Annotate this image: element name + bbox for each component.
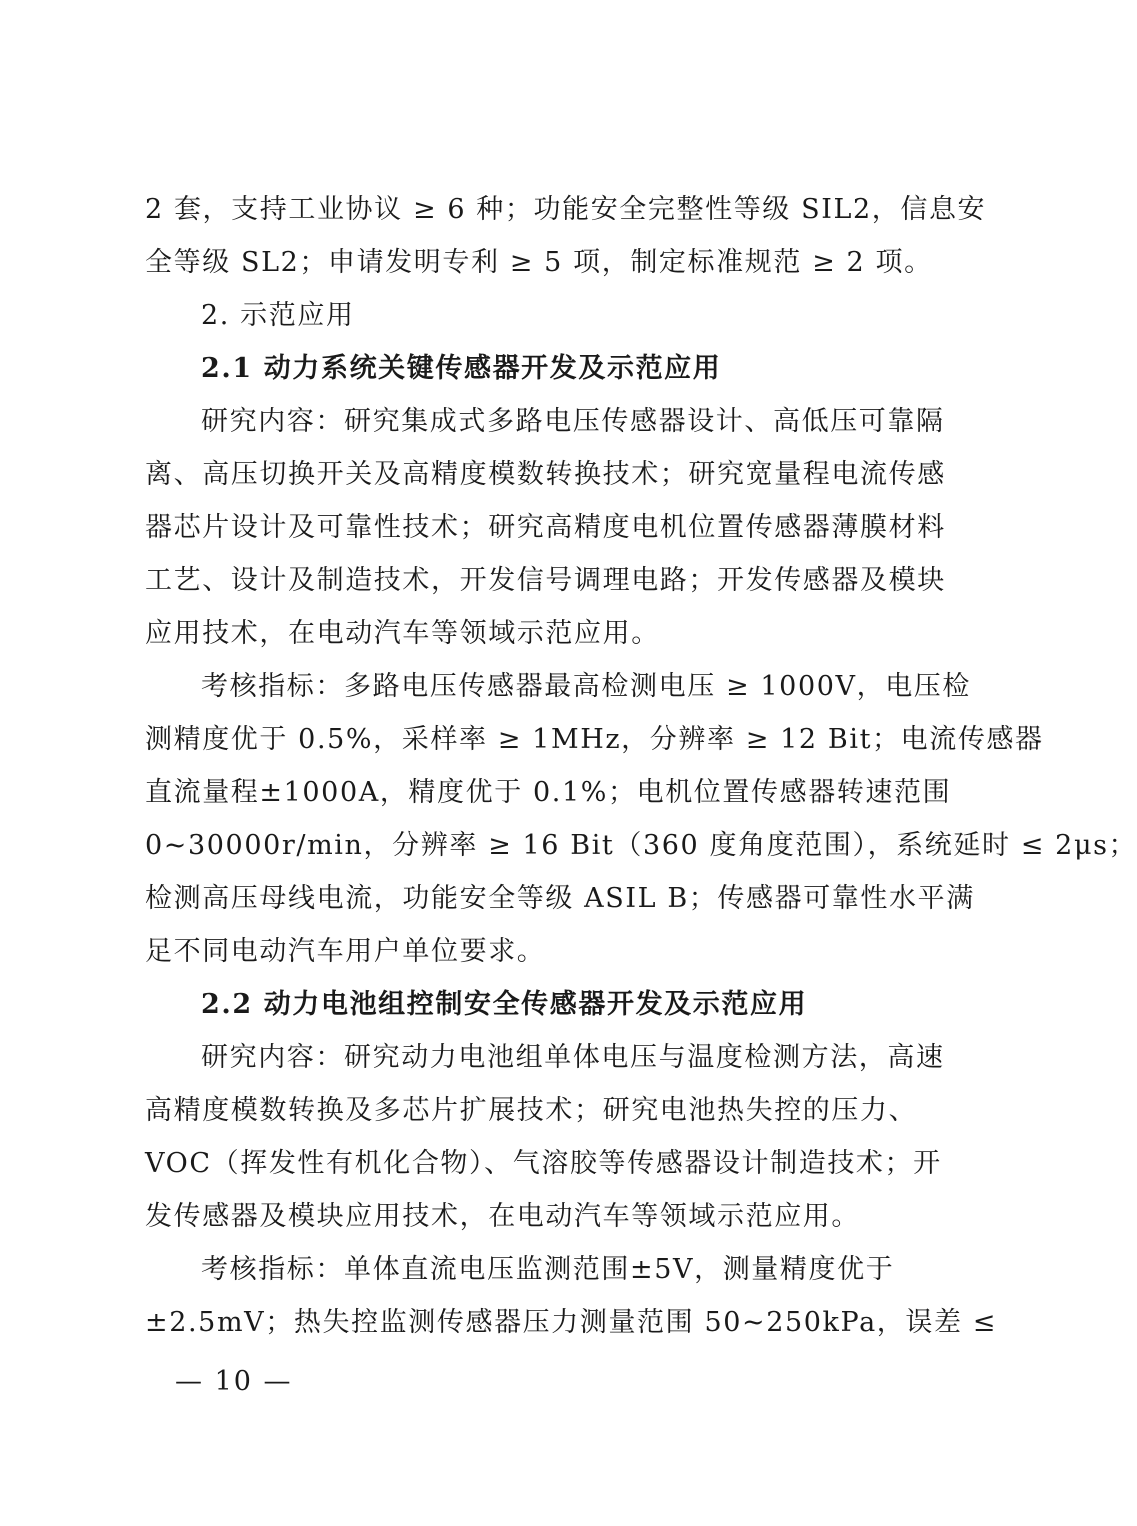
text-line-14: 检测高压母线电流，功能安全等级 ASIL B；传感器可靠性水平满 <box>145 883 975 914</box>
page-number: — 10 — <box>175 1366 293 1397</box>
text-line-15: 足不同电动汽车用户单位要求。 <box>145 936 546 967</box>
section-heading-2: 2. 示范应用 <box>201 300 355 331</box>
text-line-12: 直流量程±1000A，精度优于 0.1%；电机位置传感器转速范围 <box>145 777 952 808</box>
text-line-11: 测精度优于 0.5%，采样率 ≥ 1MHz，分辨率 ≥ 12 Bit；电流传感器 <box>145 724 1044 755</box>
text-line-19: VOC（挥发性有机化合物）、气溶胶等传感器设计制造技术；开 <box>145 1148 942 1179</box>
document-body <box>145 183 1137 1349</box>
text-line-18: 高精度模数转换及多芯片扩展技术；研究电池热失控的压力、 <box>145 1095 918 1126</box>
subsection-heading-2-1: 2.1 动力系统关键传感器开发及示范应用 <box>201 353 722 384</box>
text-line-17: 研究内容：研究动力电池组单体电压与温度检测方法，高速 <box>201 1042 945 1073</box>
text-line-1: 2 套，支持工业协议 ≥ 6 种；功能安全完整性等级 SIL2，信息安 <box>145 194 987 225</box>
text-line-10: 考核指标：多路电压传感器最高检测电压 ≥ 1000V，电压检 <box>201 671 971 702</box>
text-line-20: 发传感器及模块应用技术，在电动汽车等领域示范应用。 <box>145 1201 860 1232</box>
text-line-5: 研究内容：研究集成式多路电压传感器设计、高低压可靠隔 <box>201 406 945 437</box>
subsection-heading-2-2: 2.2 动力电池组控制安全传感器开发及示范应用 <box>201 989 808 1020</box>
text-line-2: 全等级 SL2；申请发明专利 ≥ 5 项，制定标准规范 ≥ 2 项。 <box>145 247 933 278</box>
text-line-21: 考核指标：单体直流电压监测范围±5V，测量精度优于 <box>201 1254 895 1285</box>
text-line-8: 工艺、设计及制造技术，开发信号调理电路；开发传感器及模块 <box>145 565 946 596</box>
text-line-13: 0~30000r/min，分辨率 ≥ 16 Bit（360 度角度范围），系统延时 ≤ 2μs； <box>145 830 1137 861</box>
text-line-7: 器芯片设计及可靠性技术；研究高精度电机位置传感器薄膜材料 <box>145 512 946 543</box>
text-line-6: 离、高压切换开关及高精度模数转换技术；研究宽量程电流传感 <box>145 459 946 490</box>
text-line-9: 应用技术，在电动汽车等领域示范应用。 <box>145 618 660 649</box>
text-line-22: ±2.5mV；热失控监测传感器压力测量范围 50~250kPa，误差 ≤ <box>145 1307 997 1338</box>
